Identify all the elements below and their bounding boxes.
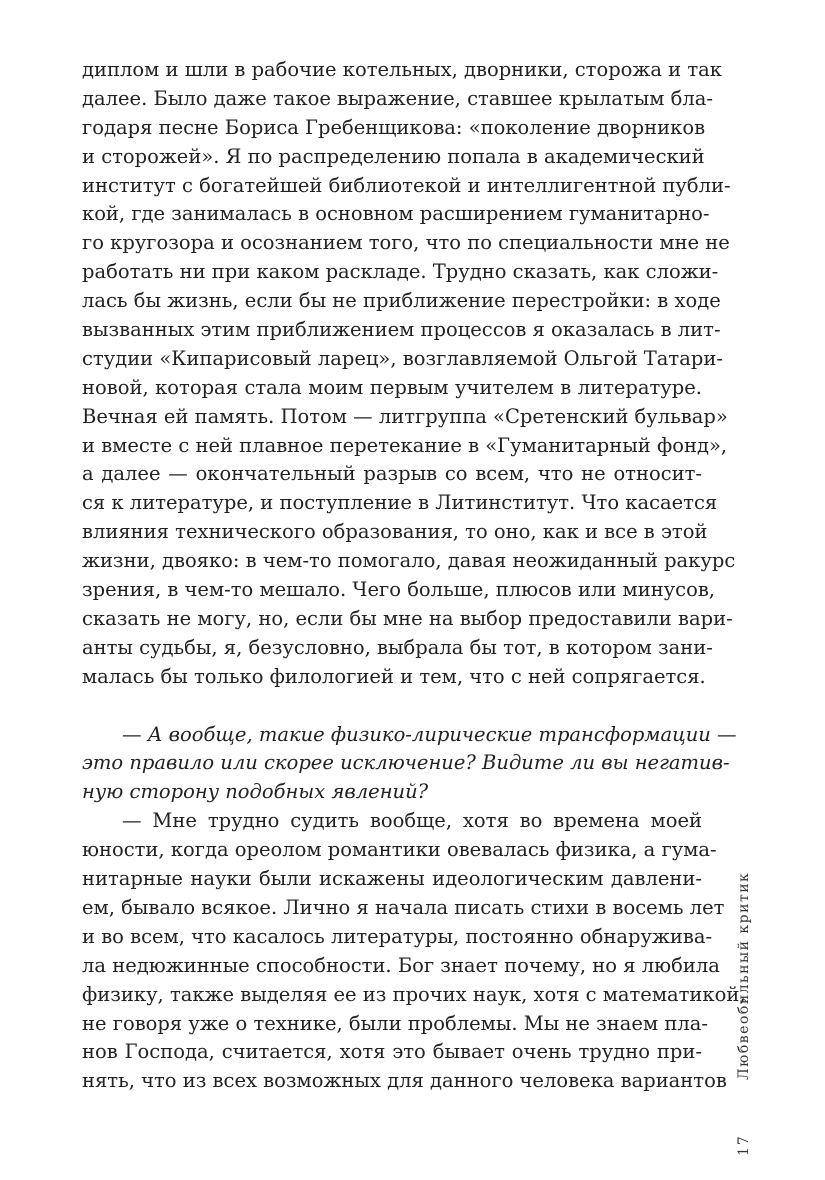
text-line: жизни, двояко: в чем-то помогало, давая неожиданный ракурс xyxy=(82,549,736,573)
text-line: далее. Было даже такое выражение, ставшее крылатым бла- xyxy=(82,86,714,110)
text-line: анты судьбы, я, безусловно, выбрала бы тот, в котором зани- xyxy=(82,635,713,659)
text-line: Вечная ей память. Потом — литгруппа «Сретенский бульвар» xyxy=(82,404,728,428)
text-line: лась бы жизнь, если бы не приближение перестройки: в ходе xyxy=(82,289,721,313)
text-line: кой, где занималась в основном расширением гуманитарно- xyxy=(82,202,710,226)
page-number: 17 xyxy=(736,1134,752,1156)
text-line: годаря песне Бориса Гребенщикова: «поколение дворников xyxy=(82,115,706,139)
text-line: зрения, в чем-то мешало. Чего больше, плюсов или минусов, xyxy=(82,578,715,602)
text-line: и сторожей». Я по распределению попала в академический xyxy=(82,144,705,168)
text-line: диплом и шли в рабочие котельных, дворники, сторожа и так xyxy=(82,58,722,81)
answer-line: нять, что из всех возможных для данного человека вариантов xyxy=(82,1069,727,1093)
paragraph-1 xyxy=(82,56,736,692)
text-line: влияния технического образования, то оно, как и все в этой xyxy=(82,520,708,544)
question-line: — А вообще, такие физико-лирические трансформации — xyxy=(122,722,737,746)
paragraph-gap xyxy=(82,692,702,721)
text-line: новой, которая стала моим первым учителем в литературе. xyxy=(82,375,702,399)
answer-line: физику, также выделяя ее из прочих наук, хотя с математикой, xyxy=(82,982,746,1006)
text-line: сказать не могу, но, если бы мне на выбор предоставили вари- xyxy=(82,606,733,630)
text-line: и вместе с ней плавное перетекание в «Гуманитарный фонд», xyxy=(82,433,728,457)
answer-line: нов Господа, считается, хотя это бывает очень трудно при- xyxy=(82,1040,702,1064)
page-margin xyxy=(736,871,780,1160)
question-line: ную сторону подобных явлений? xyxy=(82,780,429,804)
question-line: это правило или скорее исключение? Видите ли вы негатив- xyxy=(82,751,730,775)
answer-line: и во всем, что касалось литературы, постоянно обнаружива- xyxy=(82,924,713,948)
text-line: ся к литературе, и поступление в Литинститут. Что касается xyxy=(82,491,718,515)
answer-line: — Мне трудно судить вообще, хотя во времена моей xyxy=(122,809,702,833)
text-line: а далее — окончательный разрыв со всем, что не относит- xyxy=(82,462,702,486)
text-line: вызванных этим приближением процессов я оказалась в лит- xyxy=(82,318,721,342)
answer-line: ла недюжинные способности. Бог знает почему, но я любила xyxy=(82,953,720,977)
answer-line: не говоря уже о технике, были проблемы. Мы не знаем пла- xyxy=(82,1011,708,1035)
text-line: студии «Кипарисовый ларец», возглавляемой Ольгой Татари- xyxy=(82,346,723,370)
answer-line: юности, когда ореолом романтики овевалась физика, а гума- xyxy=(82,838,717,862)
answer-line: нитарные науки были искажены идеологическим давлени- xyxy=(82,867,702,891)
text-line: го кругозора и осознанием того, что по специальности мне не xyxy=(82,231,730,255)
text-line: институт с богатейшей библиотекой и интеллигентной публи- xyxy=(82,173,731,197)
text-line: работать ни при каком раскладе. Трудно сказать, как сложи- xyxy=(82,260,719,284)
answer-line: ем, бывало всякое. Лично я начала писать стихи в восемь лет xyxy=(82,895,725,919)
running-title: Любвеобильный критик xyxy=(736,871,752,1080)
text-line: малась бы только филологией и тем, что с ней сопрягается. xyxy=(82,664,706,688)
interview-question xyxy=(82,721,737,808)
